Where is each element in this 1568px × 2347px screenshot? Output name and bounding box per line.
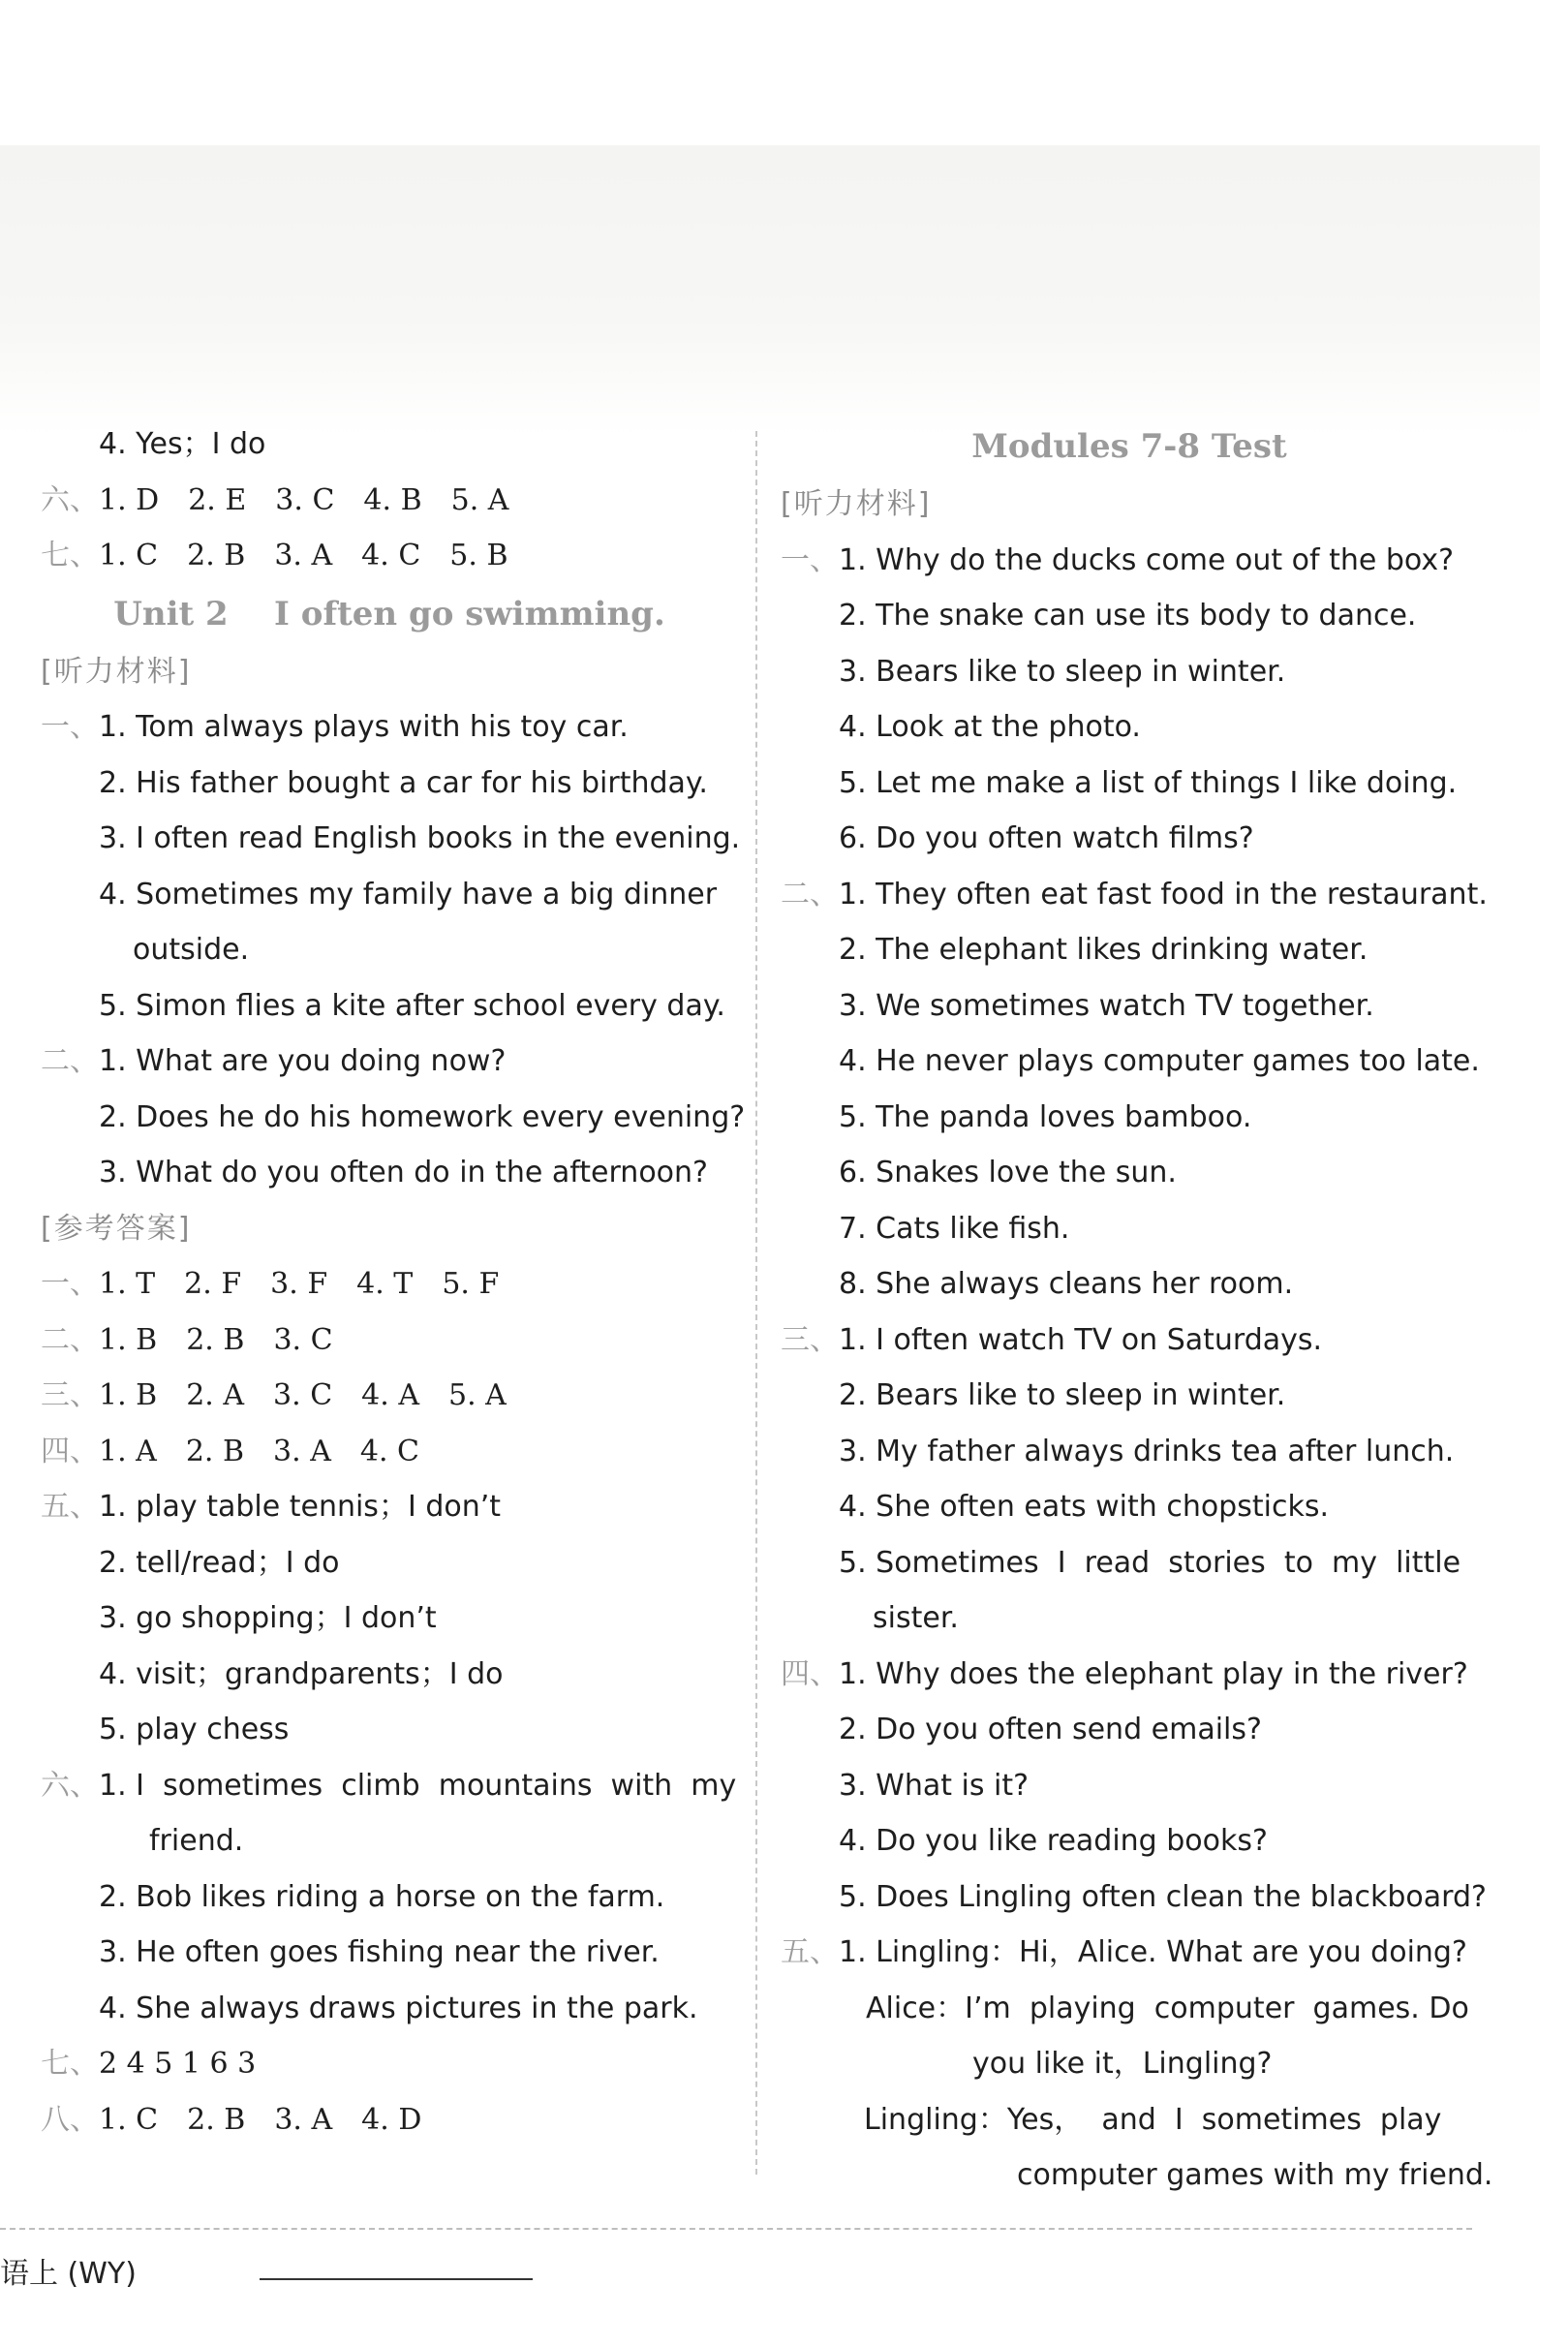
left-column [41,417,746,2147]
list-item: 4. Do you like reading books? [839,1824,1268,1858]
column-divider [755,431,757,2175]
list-item: Alice：I’m playing computer games. Do [866,1991,1469,2025]
list-item: 3. I often read English books in the evening. [99,821,741,855]
list-item: 5. Simon flies a kite after school every day. [99,988,725,1023]
list-item: 3. Bears like to sleep in winter. [839,654,1286,689]
list-item: Lingling：Yes， and I sometimes play [864,2102,1442,2137]
list-item: 二、1. They often eat fast food in the restaurant. [781,877,1488,911]
list-item: 六、1. I sometimes climb mountains with my [41,1768,737,1803]
list-item: 5. Sometimes I read stories to my little [839,1545,1461,1580]
answer-row: 三、1. B 2. A 3. C 4. A 5. A [41,1378,507,1412]
list-item: 4. He never plays computer games too late. [839,1044,1480,1078]
list-item: computer games with my friend. [1017,2158,1493,2192]
list-item: 5. The panda loves bamboo. [839,1099,1252,1134]
answers-label: [参考答案] [41,1211,192,1246]
answer-row: 四、1. A 2. B 3. A 4. C [41,1434,419,1468]
list-item: 3. My father always drinks tea after lunch. [839,1434,1455,1468]
list-item: 4. visit；grandparents；I do [99,1656,504,1691]
list-item: 二、1. What are you doing now? [41,1044,507,1078]
footer-divider [0,2228,1472,2230]
listening-label: [听力材料] [781,487,932,521]
footer-label: 语上 (WY) [0,2257,137,2291]
list-item: friend. [149,1824,244,1858]
right-column [781,417,1493,2204]
list-item: 6. Snakes love the sun. [839,1156,1177,1189]
list-item: you like it，Lingling? [972,2047,1273,2081]
list-item: 5. Does Lingling often clean the blackboard? [839,1879,1487,1914]
list-item: 4. She often eats with chopsticks. [839,1490,1329,1524]
answer-line: 4. Yes；I do [99,427,266,461]
list-item: 2. Bob likes riding a horse on the farm. [99,1879,665,1914]
list-item: 四、1. Why does the elephant play in the river? [781,1656,1468,1691]
list-item: 2. tell/read；I do [99,1545,340,1580]
list-item: 2. His father bought a car for his birthday. [99,765,708,800]
answer-row: 七、2 4 5 1 6 3 [41,2047,257,2081]
list-item: outside. [133,933,250,967]
list-item: 3. go shopping；I don’t [99,1601,437,1635]
listening-label: [听力材料] [41,654,192,689]
list-item: 4. Sometimes my family have a big dinner [99,877,718,911]
list-item: 一、1. Why do the ducks come out of the box? [781,542,1455,577]
answer-row-7: 七、1. C 2. B 3. A 4. C 5. B [41,539,508,572]
list-item: 8. She always cleans her room. [839,1267,1294,1301]
list-item: 3. We sometimes watch TV together. [839,988,1374,1023]
list-item: 4. She always draws pictures in the park. [99,1991,698,2025]
answer-row-6: 六、1. D 2. E 3. C 4. B 5. A [41,482,509,517]
answer-row: 一、1. T 2. F 3. F 4. T 5. F [41,1267,500,1301]
list-item: 7. Cats like fish. [839,1211,1070,1246]
list-item: 6. Do you often watch films? [839,821,1254,855]
list-item: 5. Let me make a list of things I like doing. [839,765,1458,800]
list-item: 2. Bears like to sleep in winter. [839,1378,1286,1412]
test-title: Modules 7-8 Test [971,427,1287,466]
list-item: 3. He often goes fishing near the river. [99,1935,660,1969]
list-item: 一、1. Tom always plays with his toy car. [41,710,629,744]
list-item: 3. What do you often do in the afternoon? [99,1156,708,1189]
list-item: 4. Look at the photo. [839,710,1141,744]
list-item: 三、1. I often watch TV on Saturdays. [781,1322,1323,1357]
list-item: 2. Does he do his homework every evening? [99,1099,746,1134]
answer-row: 二、1. B 2. B 3. C [41,1322,333,1357]
list-item: 5. play chess [99,1713,290,1746]
footer-underline [260,2278,533,2280]
list-item: 2. The snake can use its body to dance. [839,599,1417,633]
list-item: 2. The elephant likes drinking water. [839,933,1368,967]
list-item: 五、1. Lingling：Hi，Alice. What are you doing? [781,1935,1467,1969]
list-item: 3. What is it? [839,1768,1030,1803]
unit-title: Unit 2 I often go swimming. [113,594,665,633]
answer-row: 八、1. C 2. B 3. A 4. D [41,2102,422,2137]
list-item: sister. [873,1601,959,1635]
list-item: 2. Do you often send emails? [839,1713,1262,1746]
list-item: 五、1. play table tennis；I don’t [41,1490,502,1524]
